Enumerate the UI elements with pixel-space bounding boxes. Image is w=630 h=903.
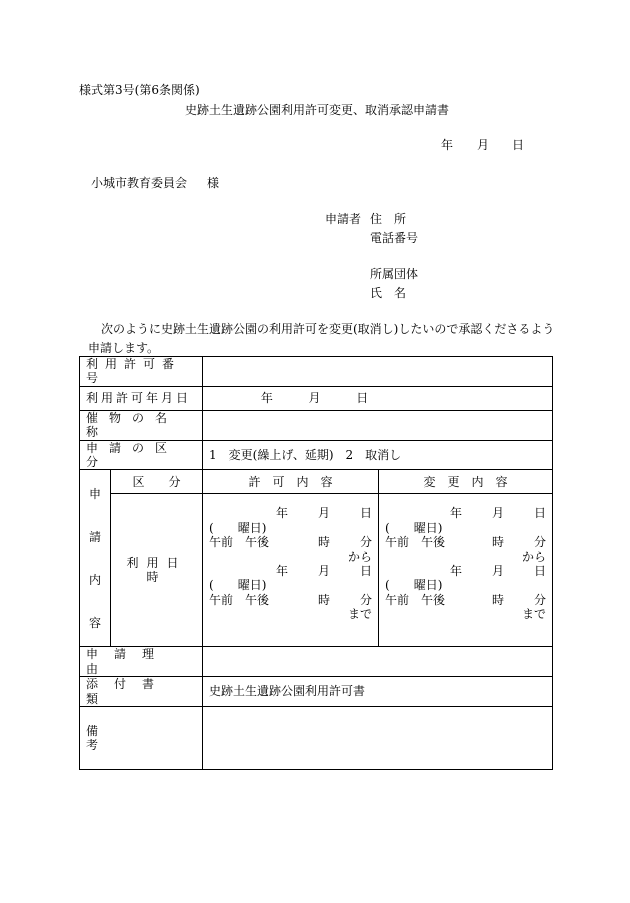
row-event-name (80, 410, 553, 440)
applicant-phone-label: 電話番号 (370, 231, 419, 245)
row-remarks (80, 706, 553, 769)
remarks-value[interactable] (203, 706, 553, 769)
attachments-value[interactable]: 史跡土生遺跡公園利用許可書 (203, 677, 553, 707)
row-permit-date (80, 386, 553, 410)
form-number: 様式第3号(第6条関係) (79, 83, 200, 97)
body-line-1: 次のように史跡土生遺跡公園の利用許可を変更(取消し)したいので承認くださるよう (101, 322, 555, 336)
content-label: 申 請 内 容 (80, 470, 111, 647)
changed-datetime[interactable]: 年 月 日 ( 曜日) 午前 午後 時 分 から 年 月 日 ( 曜日) 午前 午後 時 分 まで (379, 494, 553, 647)
col-category-header: 区 分 (111, 470, 203, 494)
permitted-datetime[interactable]: 年 月 日 ( 曜日) 午前 午後 時 分 から 年 月 日 ( 曜日) 午前 午後 時 分 まで (203, 494, 379, 647)
body-line-2: 申請します。 (88, 341, 160, 355)
row-permit-number (80, 357, 553, 387)
date-year: 年 (441, 138, 454, 152)
permit-number-label: 利用許可番号 (80, 357, 203, 387)
applicant-org-label: 所属団体 (370, 267, 419, 281)
row-reason (80, 647, 553, 677)
remarks-label: 備考 (80, 706, 203, 769)
date-day: 日 (512, 138, 525, 152)
date-month: 月 (477, 138, 490, 152)
document-title: 史跡土生遺跡公園利用許可変更、取消承認申請書 (185, 103, 450, 117)
permit-date-value[interactable]: 年 月 日 (203, 386, 553, 410)
reason-value[interactable] (203, 647, 553, 677)
reason-label: 申請理由 (80, 647, 203, 677)
row-content-header (80, 470, 553, 494)
applicant-name-label: 氏 名 (370, 286, 407, 300)
row-category (80, 440, 553, 470)
usage-datetime-label: 利用日時 (111, 494, 203, 647)
col-permitted-header: 許 可 内 容 (203, 470, 379, 494)
applicant-label: 申請者 (325, 212, 362, 226)
permit-number-value[interactable] (203, 357, 553, 387)
application-table (79, 356, 553, 770)
category-label: 申請の区分 (80, 440, 203, 470)
row-usage-datetime (80, 494, 553, 647)
event-name-label: 催物の名称 (80, 410, 203, 440)
attachments-label: 添付書類 (80, 677, 203, 707)
row-attachments (80, 677, 553, 707)
event-name-value[interactable] (203, 410, 553, 440)
addressee-honorific: 様 (207, 176, 220, 190)
col-changed-header: 変 更 内 容 (379, 470, 553, 494)
applicant-address-label: 住 所 (370, 212, 407, 226)
permit-date-label: 利用許可年月日 (80, 386, 203, 410)
addressee: 小城市教育委員会 (91, 176, 188, 190)
category-value[interactable]: 1 変更(繰上げ、延期) 2 取消し (203, 440, 553, 470)
